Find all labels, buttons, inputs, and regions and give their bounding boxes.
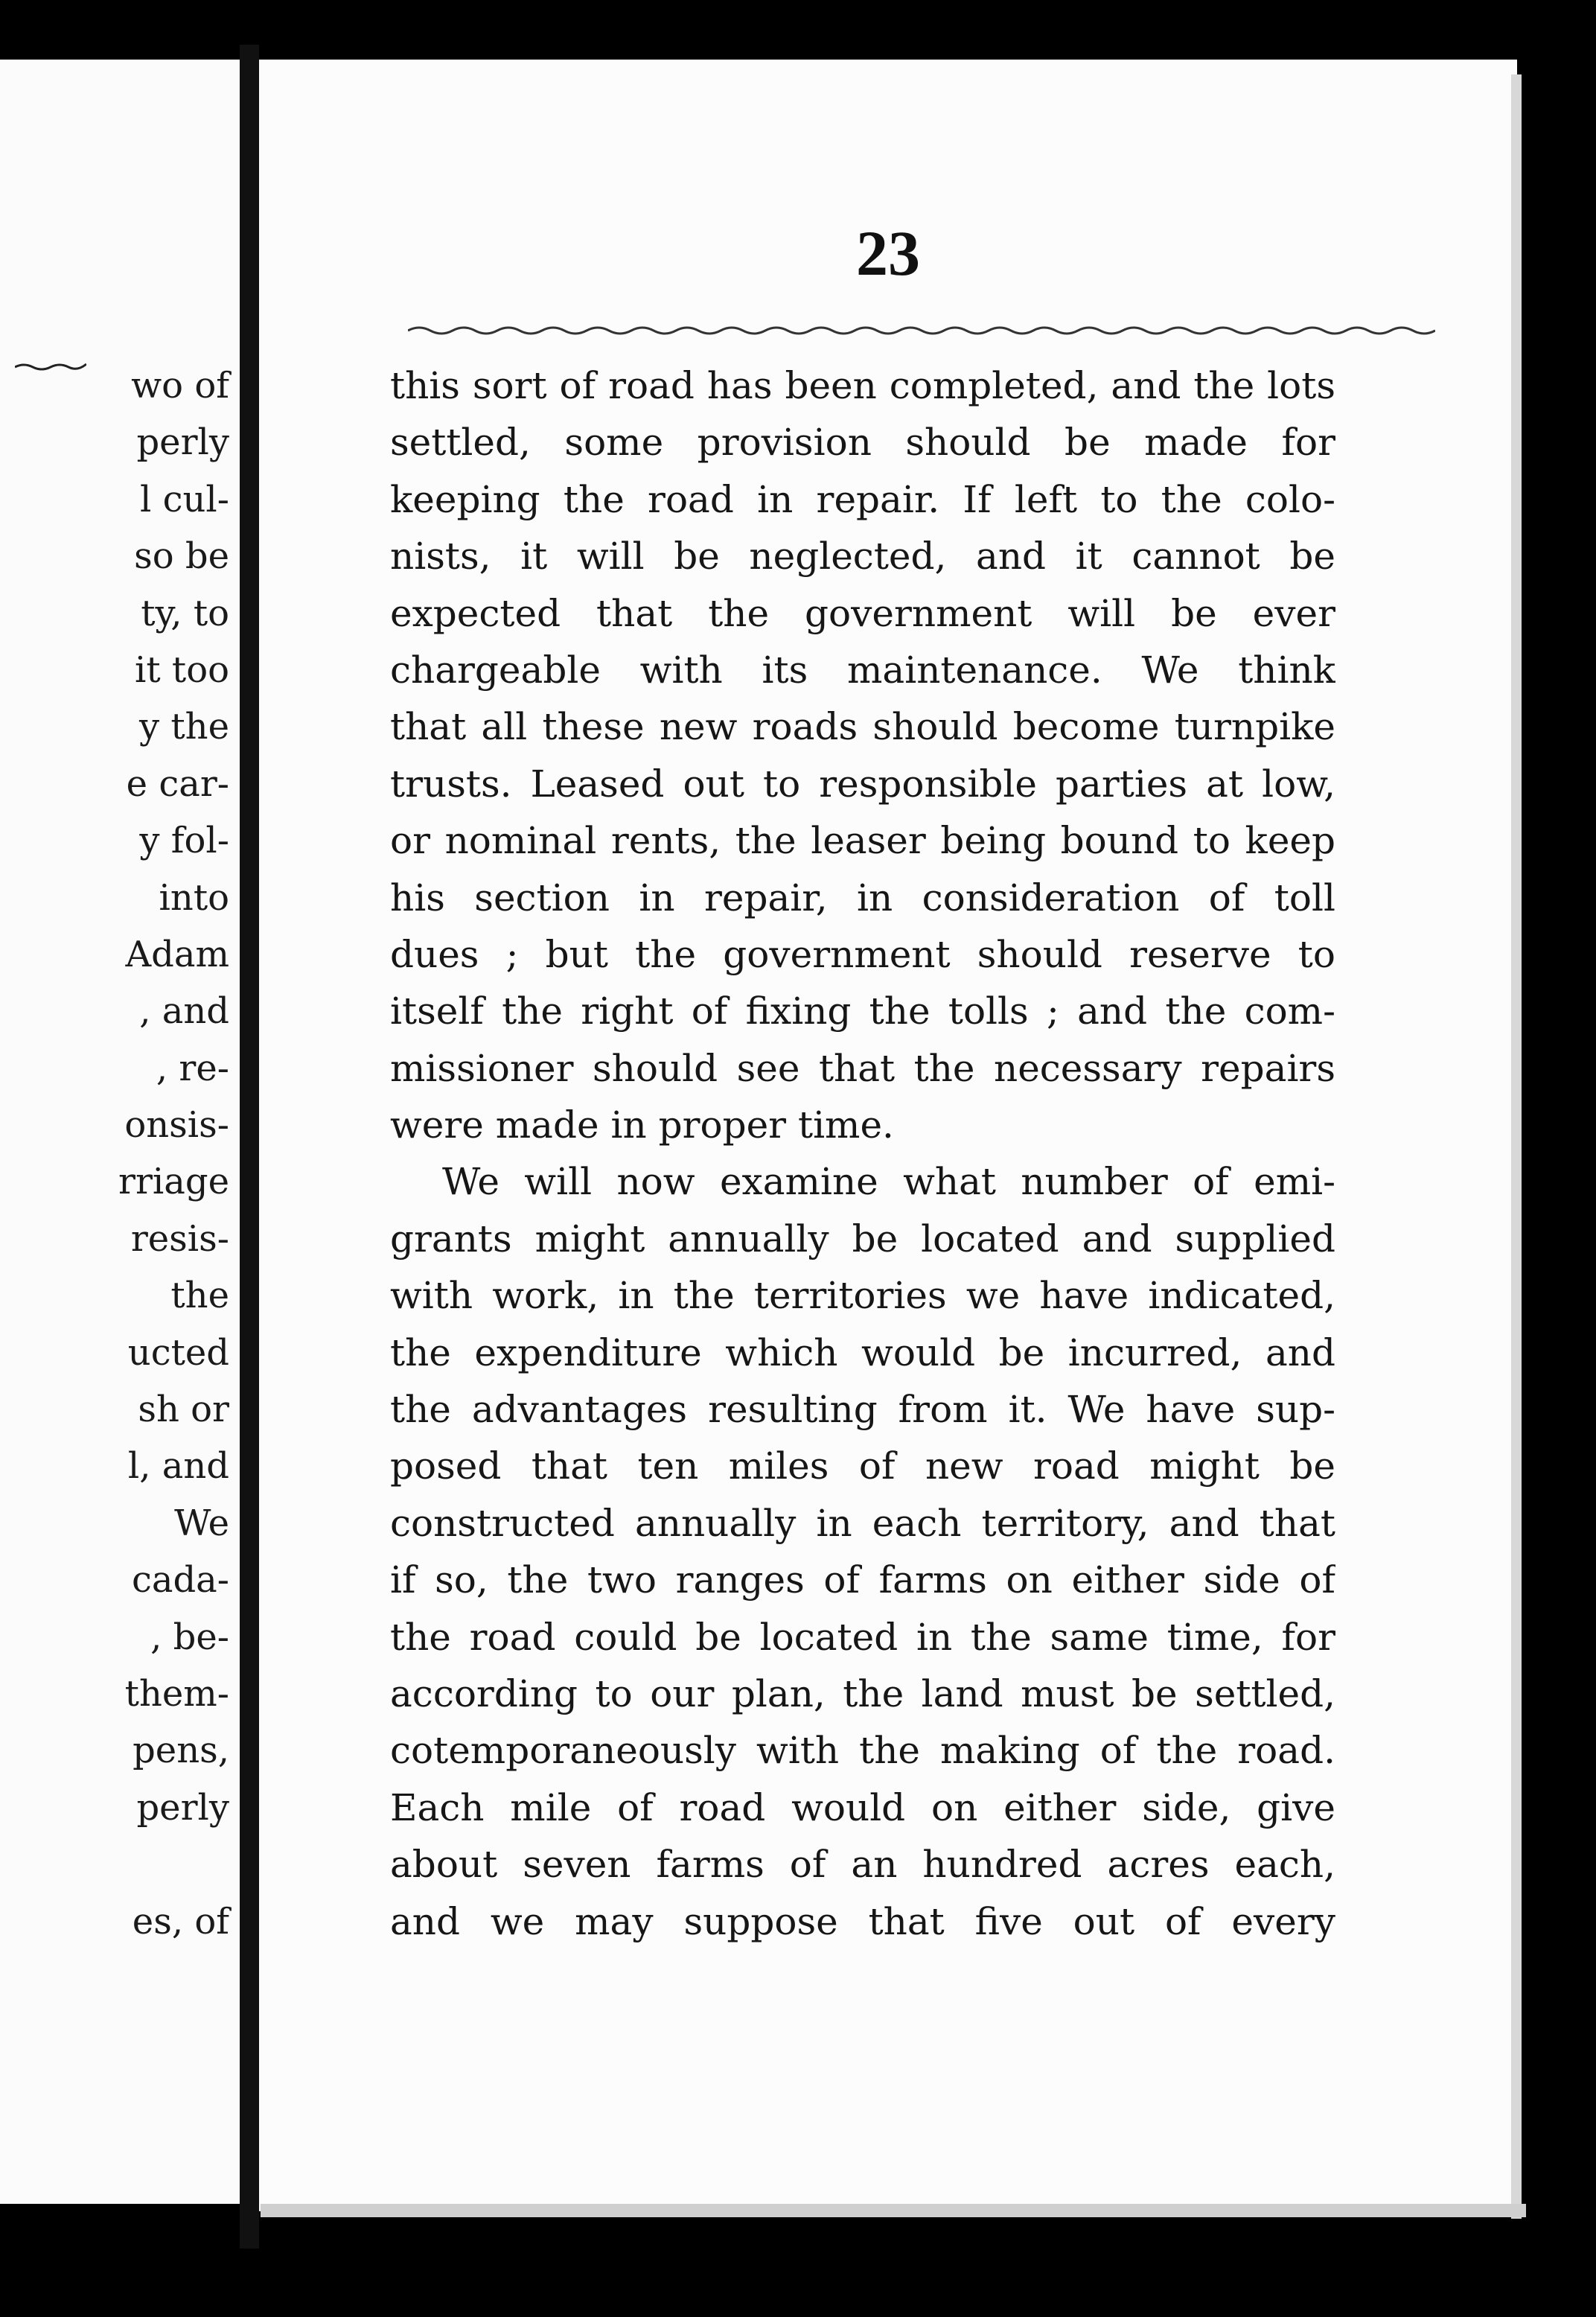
left-line: , re- bbox=[156, 1047, 229, 1089]
left-page-text bbox=[0, 357, 240, 1950]
text-line: this sort of road has been completed, and the lots bbox=[390, 364, 1335, 407]
left-line: y fol- bbox=[139, 820, 229, 862]
text-line: about seven farms of an hundred acres each, bbox=[390, 1843, 1335, 1887]
left-line: cada- bbox=[131, 1559, 229, 1601]
left-line: resis- bbox=[130, 1217, 229, 1260]
left-line: ty, to bbox=[141, 592, 229, 634]
left-line: wo of bbox=[131, 365, 229, 407]
page-number: 23 bbox=[856, 217, 920, 289]
left-line: onsis- bbox=[124, 1104, 229, 1147]
left-line: pens, bbox=[133, 1730, 229, 1772]
text-line: Each mile of road would on either side, give bbox=[390, 1785, 1335, 1829]
left-line: perly bbox=[136, 1786, 229, 1829]
left-line bbox=[0, 1836, 240, 1893]
text-line: were made in proper time. bbox=[390, 1103, 894, 1147]
left-line: y the bbox=[139, 706, 229, 748]
left-line: sh or bbox=[138, 1389, 229, 1431]
text-line: the road could be located in the same time, for bbox=[390, 1615, 1335, 1659]
left-line: the bbox=[170, 1275, 229, 1317]
page-bottom-edge bbox=[261, 2204, 1526, 2217]
text-line: itself the right of fixing the tolls ; and the com- bbox=[390, 989, 1335, 1033]
text-line: dues ; but the government should reserve to bbox=[390, 932, 1335, 976]
text-line: constructed annually in each territory, and that bbox=[390, 1501, 1335, 1545]
header-rule-ornament bbox=[408, 322, 1435, 337]
left-line: e car- bbox=[126, 762, 229, 805]
text-line: chargeable with its maintenance. We think bbox=[390, 648, 1335, 692]
text-line: settled, some provision should be made for bbox=[390, 421, 1335, 465]
left-line: Adam bbox=[125, 933, 229, 975]
left-line: perly bbox=[136, 421, 229, 464]
text-line: missioner should see that the necessary repairs bbox=[390, 1046, 1335, 1090]
body-text bbox=[390, 357, 1335, 1950]
left-line: , and bbox=[139, 990, 229, 1033]
left-line: into bbox=[159, 876, 229, 919]
text-line: the expenditure which would be incurred, and bbox=[390, 1330, 1335, 1374]
left-line: , be- bbox=[150, 1616, 229, 1658]
left-line: ucted bbox=[127, 1331, 229, 1374]
left-line: l cul- bbox=[140, 478, 229, 520]
text-line: and we may suppose that five out of every bbox=[390, 1899, 1335, 1943]
text-line: his section in repair, in consideration of toll bbox=[390, 876, 1335, 920]
left-line: es, of bbox=[132, 1900, 229, 1942]
text-line: nists, it will be neglected, and it cannot be bbox=[390, 535, 1335, 579]
left-line: We bbox=[174, 1502, 229, 1544]
book-gutter bbox=[240, 45, 259, 2249]
text-line: with work, in the territories we have indicated, bbox=[390, 1274, 1335, 1318]
text-line: We will now examine what number of emi- bbox=[442, 1160, 1335, 1204]
text-line: that all these new roads should become turnpike bbox=[390, 705, 1335, 749]
text-line: posed that ten miles of new road might be bbox=[390, 1444, 1335, 1488]
left-line: rriage bbox=[118, 1161, 229, 1203]
left-line: l, and bbox=[127, 1445, 229, 1488]
page-edge bbox=[1511, 74, 1522, 2219]
text-line: according to our plan, the land must be settled, bbox=[390, 1671, 1335, 1715]
text-line: cotemporaneously with the making of the road. bbox=[390, 1729, 1335, 1773]
left-line: them- bbox=[124, 1672, 229, 1715]
text-line: the advantages resulting from it. We have sup- bbox=[390, 1388, 1335, 1432]
right-page bbox=[259, 60, 1517, 2211]
text-line: trusts. Leased out to responsible parties at low, bbox=[390, 762, 1335, 806]
left-line: it too bbox=[135, 648, 229, 691]
text-line: keeping the road in repair. If left to the colo- bbox=[390, 477, 1335, 521]
text-line: grants might annually be located and supplied bbox=[390, 1217, 1335, 1261]
left-line: so be bbox=[134, 535, 229, 578]
text-line: or nominal rents, the leaser being bound to keep bbox=[390, 819, 1335, 863]
text-line: expected that the government will be ever bbox=[390, 591, 1335, 635]
left-page bbox=[0, 60, 240, 2204]
text-line: if so, the two ranges of farms on either side of bbox=[390, 1558, 1335, 1602]
